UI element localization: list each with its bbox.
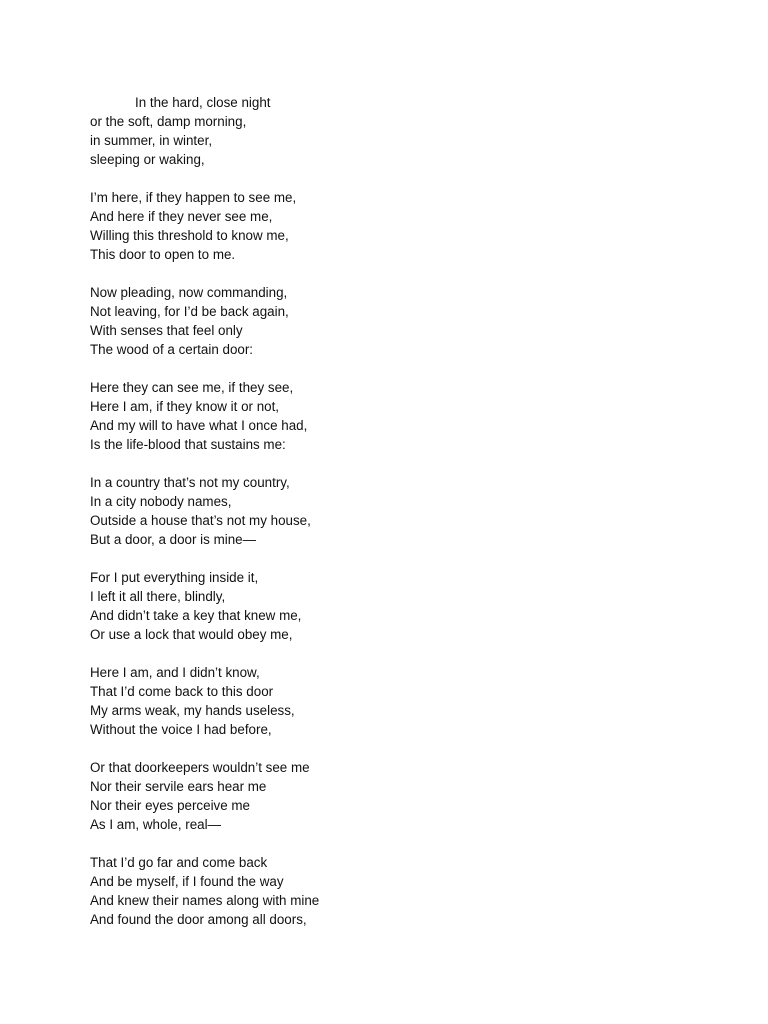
poem-line: In a city nobody names, (90, 494, 232, 509)
poem-line: In the hard, close night (135, 95, 271, 110)
poem-line: Is the life-blood that sustains me: (90, 437, 286, 452)
poem-line: Willing this threshold to know me, (90, 228, 289, 243)
poem-line: or the soft, damp morning, (90, 114, 247, 129)
poem-line: Outside a house that’s not my house, (90, 513, 311, 528)
poem-line: For I put everything inside it, (90, 570, 259, 585)
poem-line: in summer, in winter, (90, 133, 213, 148)
poem-line: Not leaving, for I’d be back again, (90, 304, 289, 319)
stanza-4 (90, 378, 690, 454)
poem-line: sleeping or waking, (90, 152, 205, 167)
poem-line: I left it all there, blindly, (90, 589, 226, 604)
poem-line: My arms weak, my hands useless, (90, 703, 295, 718)
poem-line: And be myself, if I found the way (90, 874, 284, 889)
poem-line: And my will to have what I once had, (90, 418, 308, 433)
poem-line: Here I am, and I didn’t know, (90, 665, 260, 680)
poem-line: With senses that feel only (90, 323, 243, 338)
poem-body (90, 93, 690, 948)
poem-line: In a country that’s not my country, (90, 475, 290, 490)
stanza-3 (90, 283, 690, 359)
poem-line: I’m here, if they happen to see me, (90, 190, 297, 205)
poem-line: Now pleading, now commanding, (90, 285, 288, 300)
poem-line: As I am, whole, real— (90, 817, 221, 832)
stanza-1 (90, 93, 690, 169)
stanza-9 (90, 853, 690, 929)
poem-line: Nor their servile ears hear me (90, 779, 267, 794)
poem-line: This door to open to me. (90, 247, 236, 262)
poem-line: That I’d come back to this door (90, 684, 274, 699)
stanza-8 (90, 758, 690, 834)
stanza-5 (90, 473, 690, 549)
poem-line: Nor their eyes perceive me (90, 798, 251, 813)
poem-line: Or that doorkeepers wouldn’t see me (90, 760, 310, 775)
poem-line: Without the voice I had before, (90, 722, 272, 737)
poem-line: That I’d go far and come back (90, 855, 268, 870)
poem-line: And here if they never see me, (90, 209, 273, 224)
stanza-7 (90, 663, 690, 739)
poem-line: And found the door among all doors, (90, 912, 307, 927)
poem-line: The wood of a certain door: (90, 342, 254, 357)
poem-line: And knew their names along with mine (90, 893, 320, 908)
poem-line: Or use a lock that would obey me, (90, 627, 293, 642)
stanza-6 (90, 568, 690, 644)
poem-line: Here they can see me, if they see, (90, 380, 294, 395)
stanza-2 (90, 188, 690, 264)
poem-line: Here I am, if they know it or not, (90, 399, 280, 414)
poem-line: But a door, a door is mine— (90, 532, 256, 547)
poem-line: And didn’t take a key that knew me, (90, 608, 302, 623)
